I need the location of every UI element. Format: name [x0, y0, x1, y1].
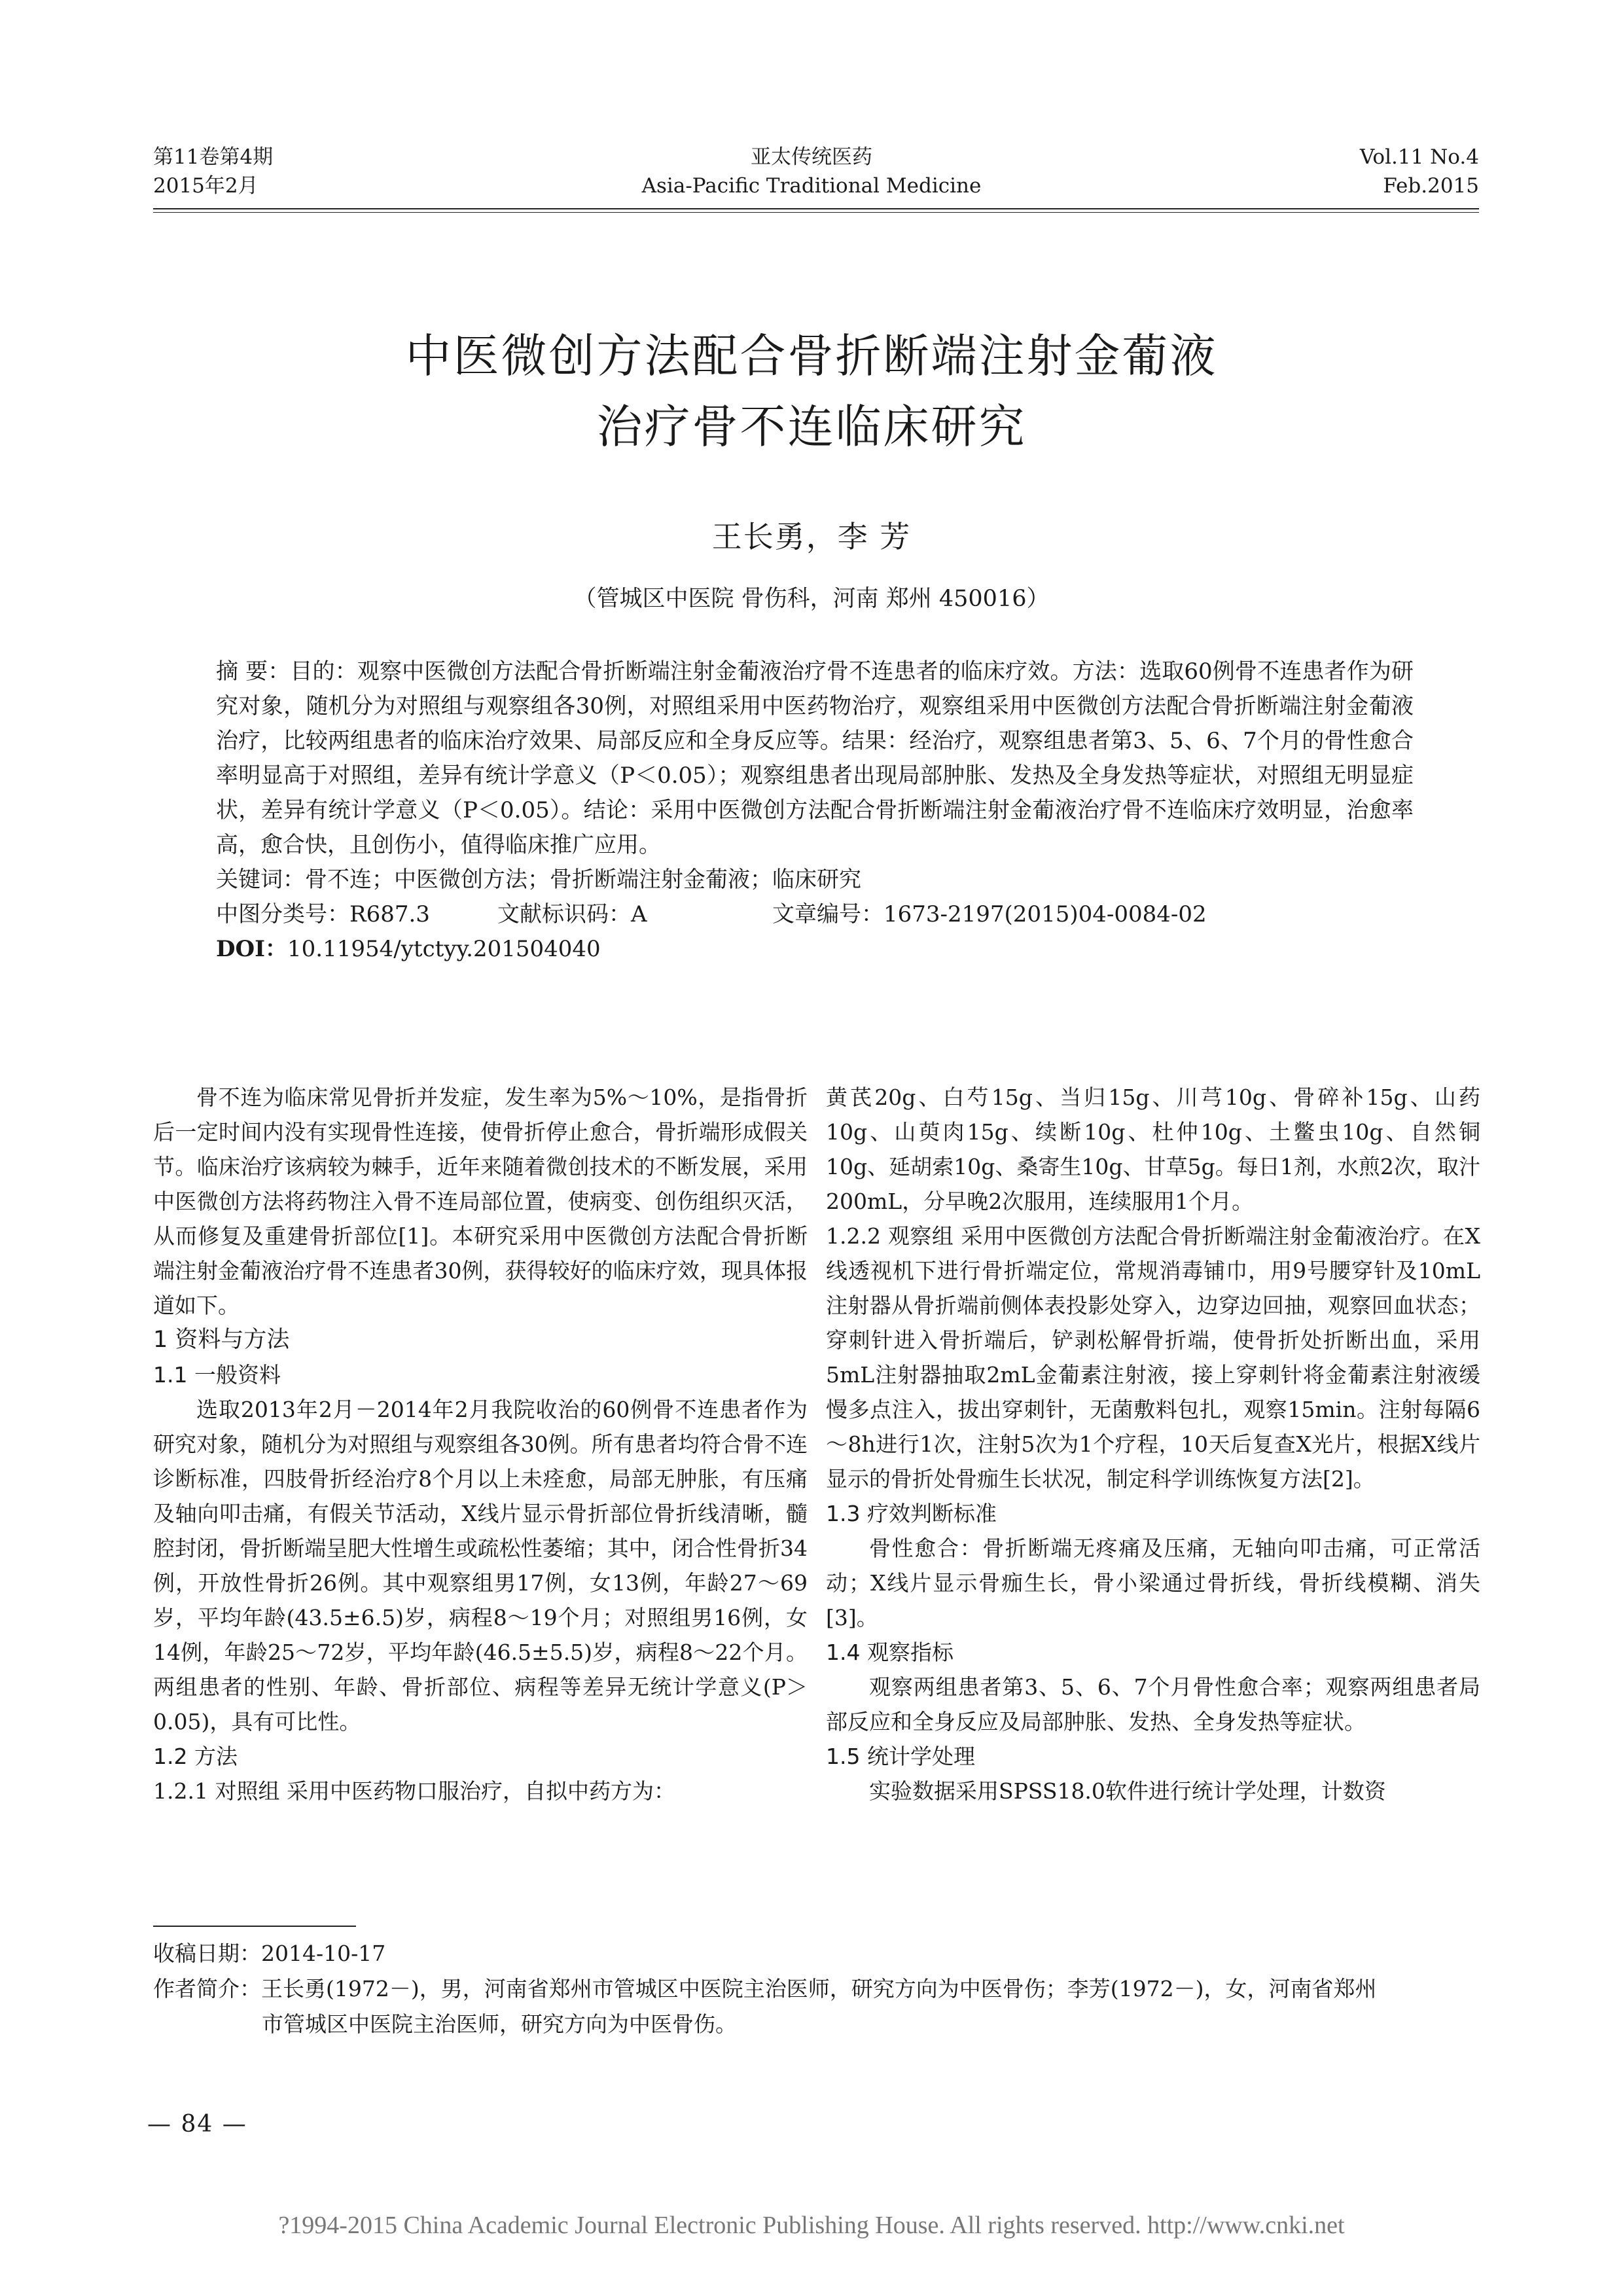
journal-issue-en [1360, 143, 1479, 200]
document-code [497, 897, 772, 932]
author-bio-text: 王长勇(1972－)，男，河南省郑州市管城区中医院主治医师，研究方向为中医骨伤；李芳(1972－)，女，河南省郑州 [261, 1976, 1377, 2001]
section-heading-1-3: 1.3 疗效判断标准 [826, 1501, 997, 1526]
control-group-paragraph: 1.2.1 对照组 采用中医药物口服治疗，自拟中药方为： [153, 1778, 675, 1804]
clc-label: 中图分类号： [216, 901, 349, 927]
volume-issue: 第11卷第4期 [153, 145, 274, 169]
section-heading-1-1: 1.1 一般资料 [153, 1362, 281, 1388]
observation-index-paragraph: 观察两组患者第3、5、6、7个月骨性愈合率；观察两组患者局部反应和全身反应及局部肿胀、发热、全身发热等症状。 [826, 1674, 1480, 1734]
section-heading-1-4: 1.4 观察指标 [826, 1640, 954, 1665]
issue-date: 2015年2月 [153, 174, 259, 198]
prescription-paragraph: 黄芪20g、白芍15g、当归15g、川芎10g、骨碎补15g、山药10g、山萸肉15g、续断10g、杜仲10g、土鳖虫10g、自然铜10g、延胡索10g、桑寄生10g、甘草5g。每日1剂，水煎2次，取汁200mL，分早晚2次服用，连续服用1个月。 [826, 1085, 1480, 1214]
authors: 王长勇，李 芳 [711, 519, 912, 554]
doc-code-value: A [631, 901, 647, 927]
article-title [0, 321, 1623, 462]
doi [216, 932, 1414, 967]
page-number: — 84 — [147, 2111, 247, 2138]
intro-paragraph: 骨不连为临床常见骨折并发症，发生率为5%～10%，是指骨折后一定时间内没有实现骨性连接，使骨折停止愈合，骨折端形成假关节。临床治疗该病较为棘手，近年来随着微创技术的不断发展，采用中医微创方法将药物注入骨不连局部位置，使病变、创伤组织灭活，从而修复及重建骨折部位[1]。本研究采用中医微创方法配合骨折断端注射金葡液治疗骨不连患者30例，获得较好的临床疗效，现具体报道如下。 [153, 1085, 808, 1318]
section-heading-1-2: 1.2 方法 [153, 1744, 238, 1769]
section-heading-1-5: 1.5 统计学处理 [826, 1744, 975, 1769]
issue-date-en: Feb.2015 [1383, 174, 1479, 198]
classification-row [216, 897, 1414, 932]
doc-code-label: 文献标识码： [497, 901, 631, 927]
abstract-text: 目的：观察中医微创方法配合骨折断端注射金葡液治疗骨不连患者的临床疗效。方法：选取60例骨不连患者作为研究对象，随机分为对照组与观察组各30例，对照组采用中医药物治疗，观察组采用中医微创方法配合骨折断端注射金葡液治疗，比较两组患者的临床治疗效果、局部反应和全身反应等。结果：经治疗，观察组患者第3、5、6、7个月的骨性愈合率明显高于对照组，差异有统计学意义（P＜0.05）；观察组患者出现局部肿胀、发热及全身发热等症状，对照组无明显症状，差异有统计学意义（P＜0.05）。结论：采用中医微创方法配合骨折断端注射金葡液治疗骨不连临床疗效明显，治愈率高，愈合快，且创伤小，值得临床推广应用。 [216, 658, 1414, 858]
header-rule [153, 208, 1479, 209]
clc-value: R687.3 [349, 901, 430, 927]
body-column-left [153, 1080, 808, 1808]
copyright-notice: ?1994-2015 China Academic Journal Electronic Publishing House. All rights reserved. http://www.cnki.net [278, 2212, 1345, 2239]
statistics-paragraph: 实验数据采用SPSS18.0软件进行统计学处理，计数资 [869, 1778, 1386, 1804]
journal-name-en: Asia-Pacific Traditional Medicine [641, 174, 982, 198]
footnote-rule [153, 1926, 356, 1927]
abstract [216, 655, 1414, 967]
doi-value: 10.11954/ytctyy.201504040 [287, 936, 601, 962]
observation-group-paragraph: 1.2.2 观察组 采用中医微创方法配合骨折断端注射金葡液治疗。在X线透视机下进行骨折端定位，常规消毒铺巾，用9号腰穿针及10mL注射器从骨折端前侧体表投影处穿入，边穿边回抽，观察回血状态；穿刺针进入骨折端后，铲剥松解骨折端，使骨折处折断出血，采用5mL注射器抽取2mL金葡素注射液，接上穿刺针将金葡素注射液缓慢多点注入，拔出穿刺针，无菌敷料包扎，观察15min。注射每隔6～8h进行1次，注射5次为1个疗程，10天后复查X光片，根据X线片显示的骨折处骨痂生长状况，制定科学训练恢复方法[2]。 [826, 1223, 1480, 1492]
author-bio-label: 作者简介： [153, 1976, 261, 2001]
section-heading-1: 1 资料与方法 [153, 1327, 290, 1353]
footnotes [153, 1936, 1475, 2042]
doi-label: DOI： [216, 936, 288, 962]
volume-issue-en: Vol.11 No.4 [1359, 145, 1479, 169]
article-no-value: 1673-2197(2015)04-0084-02 [883, 901, 1207, 927]
affiliation: （管城区中医院 骨伤科，河南 郑州 450016） [573, 586, 1050, 612]
received-date: 收稿日期：2014-10-17 [153, 1941, 386, 1966]
general-data-paragraph: 选取2013年2月－2014年2月我院收治的60例骨不连患者作为研究对象，随机分为对照组与观察组各30例。所有患者均符合骨不连诊断标准，四肢骨折经治疗8个月以上未痊愈，局部无肿胀，有压痛及轴向叩击痛，有假关节活动，X线片显示骨折部位骨折线清晰，髓腔封闭，骨折断端呈肥大性增生或疏松性萎缩；其中，闭合性骨折34例，开放性骨折26例。其中观察组男17例，女13例，年龄27～69岁，平均年龄(43.5±6.5)岁，病程8～19个月；对照组男16例，女14例，年龄25～72岁，平均年龄(46.5±5.5)岁，病程8～22个月。两组患者的性别、年龄、骨折部位、病程等差异无统计学意义(P＞0.05)，具有可比性。 [153, 1397, 808, 1734]
article-no-label: 文章编号： [772, 901, 883, 927]
article-number [772, 897, 1207, 932]
header-rule-thin [153, 212, 1479, 213]
title-line-1: 中医微创方法配合骨折断端注射金葡液 [405, 329, 1218, 383]
author-bio-continued: 市管城区中医院主治医师，研究方向为中医骨伤。 [262, 2011, 737, 2037]
efficacy-criteria-paragraph: 骨性愈合：骨折断端无疼痛及压痛，无轴向叩击痛，可正常活动；X线片显示骨痂生长，骨小梁通过骨折线，骨折线模糊、消失[3]。 [826, 1535, 1480, 1630]
title-line-2: 治疗骨不连临床研究 [596, 400, 1027, 454]
abstract-label: 摘 要： [216, 658, 291, 685]
keywords [216, 863, 1414, 897]
keywords-text: 骨不连；中医微创方法；骨折断端注射金葡液；临床研究 [305, 867, 861, 893]
clc-number [216, 897, 497, 932]
body-column-right [826, 1080, 1480, 1808]
author-bio [153, 1971, 1475, 2007]
abstract-body [216, 655, 1414, 863]
keywords-label: 关键词： [216, 867, 305, 893]
journal-name-cn: 亚太传统医药 [751, 145, 872, 169]
